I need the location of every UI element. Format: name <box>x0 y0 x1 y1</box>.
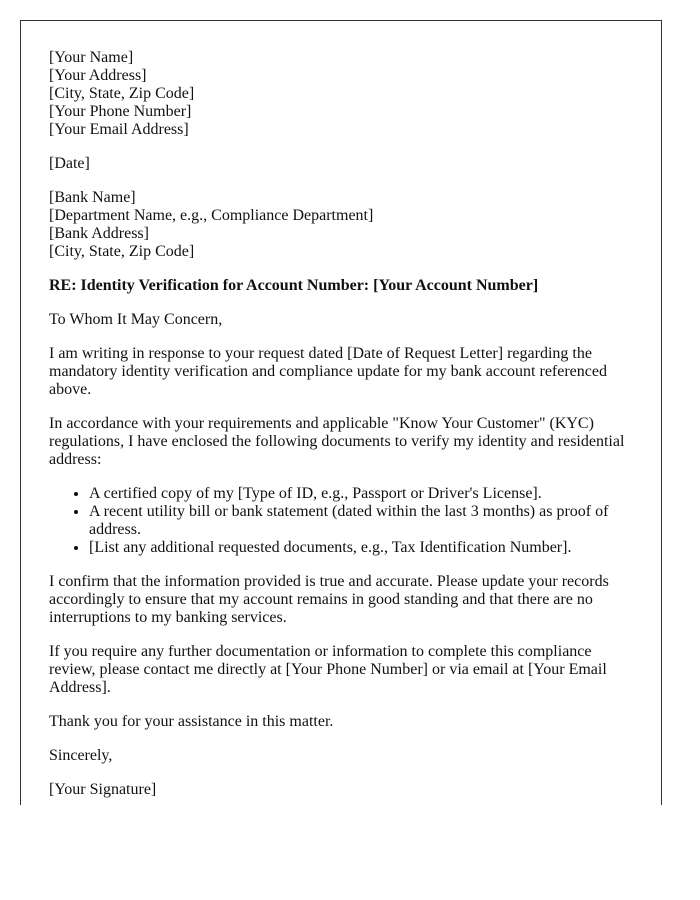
list-item: • [List any additional requested documents, e.g., Tax Identification Number]. <box>89 539 631 557</box>
list-item: • A recent utility bill or bank statement (dated within the last 3 months) as proof of address. <box>89 503 631 539</box>
recipient-department: [Department Name, e.g., Compliance Department] <box>49 207 374 224</box>
signature: [Your Signature] <box>49 781 157 798</box>
salutation: To Whom It May Concern, <box>49 311 223 328</box>
sender-address: [Your Address] <box>49 67 147 84</box>
body-paragraph: I confirm that the information provided is true and accurate. Please update your records accordingly to ensure that my account remains in good standing and that there are no interruptions to my banking services. <box>49 573 609 626</box>
sender-name: [Your Name] <box>49 49 134 66</box>
recipient-address: [Bank Address] <box>49 225 149 242</box>
sender-phone: [Your Phone Number] <box>49 103 192 120</box>
sender-city: [City, State, Zip Code] <box>49 85 195 102</box>
body-paragraph: If you require any further documentation or information to complete this compliance review, please contact me directly at [Your Phone Number] or via email at [Your Email Address]. <box>49 643 607 696</box>
body-paragraph: I am writing in response to your request dated [Date of Request Letter] regarding the mandatory identity verification and compliance update for my bank account referenced above. <box>49 345 607 398</box>
signoff: Sincerely, <box>49 747 113 764</box>
list-item: • A certified copy of my [Type of ID, e.g., Passport or Driver's License]. <box>89 485 631 503</box>
recipient-bank: [Bank Name] <box>49 189 136 206</box>
documents-list <box>49 485 631 557</box>
sender-email: [Your Email Address] <box>49 121 189 138</box>
recipient-block <box>49 189 631 261</box>
letter-date: [Date] <box>49 155 90 172</box>
recipient-city: [City, State, Zip Code] <box>49 243 195 260</box>
letter-page <box>20 20 662 805</box>
sender-block <box>49 49 631 139</box>
subject-line: RE: Identity Verification for Account Number: [Your Account Number] <box>49 277 539 294</box>
body-paragraph: Thank you for your assistance in this matter. <box>49 713 334 730</box>
body-paragraph: In accordance with your requirements and applicable "Know Your Customer" (KYC) regulations, I have enclosed the following documents to verify my identity and residential address: <box>49 415 625 468</box>
